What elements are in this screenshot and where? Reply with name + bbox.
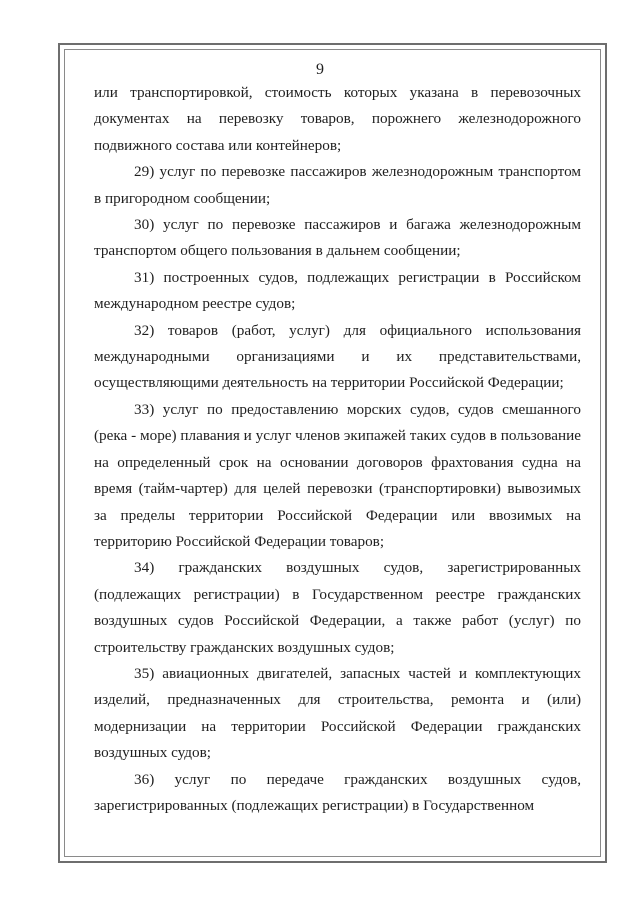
paragraph-continuation: или транспортировкой, стоимость которых указана в перевозочных документах на перевозку товаров, порожнего железнодорожного подвижного состава или контейнеров; — [94, 84, 581, 154]
paragraph-item-32: 32) товаров (работ, услуг) для официального использования международными организациями и их представительствами, осуществляющими деятельность на территории Российской Федерации; — [94, 321, 581, 392]
paragraph-item-30: 30) услуг по перевозке пассажиров и багажа железнодорожным транспортом общего пользования в дальнем сообщении; — [94, 216, 581, 260]
paragraph-item-34: 34) гражданских воздушных судов, зарегистрированных (подлежащих регистрации) в Государственном реестре гражданских воздушных судов Российской Федерации, а также работ (услуг) по строительству гражданских воздушных судов; — [94, 559, 581, 656]
paragraph-item-31: 31) построенных судов, подлежащих регистрации в Российском международном реестре судов; — [94, 268, 581, 313]
paragraph-item-29: 29) услуг по перевозке пассажиров железнодорожным транспортом в пригородном сообщении; — [94, 163, 581, 207]
page-number: 9 — [316, 61, 324, 78]
paragraph-item-36: 36) услуг по передаче гражданских воздушных судов, зарегистрированных (подлежащих регистрации) в Государственном — [94, 770, 581, 814]
paragraph-item-35: 35) авиационных двигателей, запасных частей и комплектующих изделий, предназначенных для строительства, ремонта и (или) модернизации на территории Российской Федерации гражданских воздушных судов; — [94, 664, 581, 762]
document-body — [94, 80, 581, 819]
paragraph-item-33: 33) услуг по предоставлению морских судов, судов смешанного (река - море) плавания и услуг членов экипажей таких судов в пользование на определенный срок на основании договоров фрахтования судна на время (тайм-чартер) для целей перевозки (транспортировки) вывозимых за пределы территории Российской Федерации или ввозимых на территорию Российской Федерации товаров; — [94, 400, 581, 550]
